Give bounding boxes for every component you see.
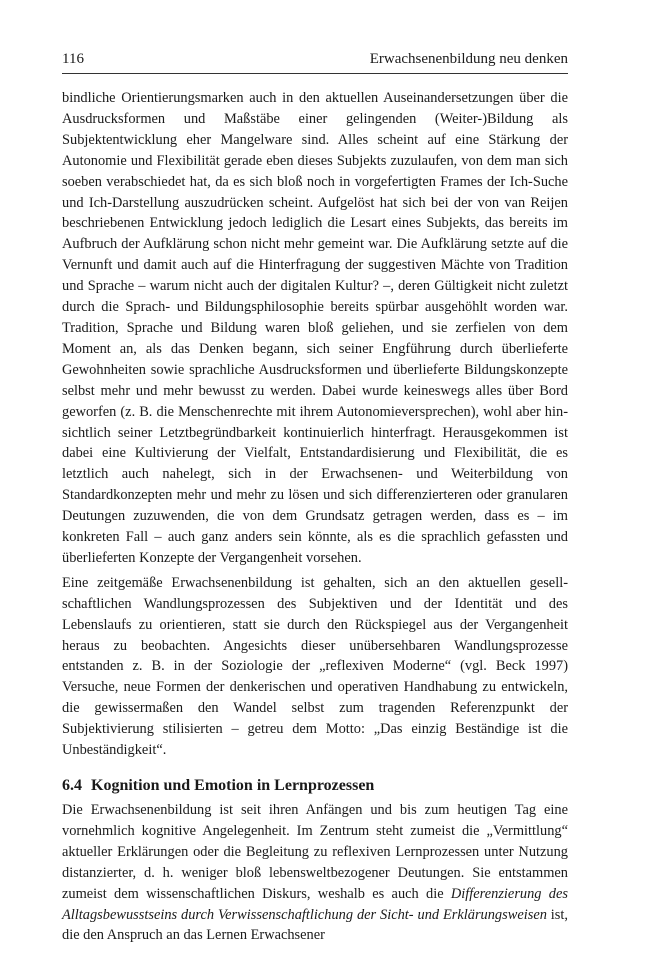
paragraph: bindliche Orientierungsmarken auch in den aktuellen Auseinandersetzungen über die Ausdrucksformen und Maßstäbe einer gelingenden (Weiter-)Bildung als Subjektentwicklung eher Mangelware sind. Alles scheint auf eine Stärkung der Autonomie und Flexibilität gerade eben dieses Subjekts zuzulaufen, von dem man sich soeben verabschiedet hat, da es sich bloß noch in vorgefertigten Frames der Ich-Suche und Ich-Darstellung auszudrücken scheint. Aufgelöst hat sich bei der von van Reijen beschriebenen Entwicklung jedoch lediglich die Lesart eines Subjekts, das bereits im Aufbruch der Aufklärung schon nicht mehr gemeint war. Die Aufklärung setzte auf die Vernunft und damit auch auf die Hinterfragung der suggestiven Mächte von Tradition und Sprache – warum nicht auch der digitalen Kultur? –, deren Gültigkeit nicht zuletzt durch die Sprach- und Bildungsphilosophie bereits spürbar ausgehöhlt worden war. Tradition, Sprache und Bildung waren bloß geliehen, und sie zerfielen von dem Moment an, als das Denken begann, sich seiner Engführung durch überlieferte Gewohnheiten sowie sprachliche Ausdrucksformen und überlieferte Bildungskonzepte selbst mehr und mehr bewusst zu werden. Dabei wurde keineswegs alles über Bord geworfen (z. B. die Menschenrechte mit ihrem Autonomieversprechen), wohl aber hinsichtlich seiner Letztbegründbarkeit kontinuierlich hinterfragt. Herausgekommen ist dabei eine Kultivierung der Vielfalt, Entstandardisierung und Flexibilität, die es letztlich auch nahelegt, sich in der Erwachsenen- und Weiterbildung von Standardkonzepten mehr und mehr zu lösen und sich differenzierteren oder granularen Deutungen zuzuwenden, die von dem Grundsatz getragen werden, dass es – im konkreten Fall – auch ganz anders sein könnte, als es die sprachlich gefassten und überlieferten Konzepte der Vergangenheit vorsehen. bbox=[62, 90, 568, 566]
paragraph: Eine zeitgemäße Erwachsenenbildung ist gehalten, sich an den aktuellen gesellschaftlichen Wandlungsprozessen des Subjektiven und der Identität und des Lebenslaufs zu orientieren, statt sie durch den Rückspiegel aus der Vergangenheit heraus zu beobachten. Angesichts dieser unübersehbaren Wandlungsprozesse entstanden z. B. in der Soziologie der „reflexiven Moderne“ (vgl. Beck 1997) Versuche, neue Formen der denkerischen und operativen Handhabung zu entwickeln, die gewissermaßen den Wandel selbst zum tragenden Referenzpunkt der Subjektivierung stilisierten – getreu dem Motto: „Das einzig Beständige ist die Unbeständigkeit“. bbox=[62, 574, 568, 759]
running-header bbox=[62, 50, 568, 74]
section-title: Kognition und Emotion in Lernprozessen bbox=[91, 777, 375, 794]
section-paragraph bbox=[62, 800, 568, 946]
running-title: Erwachsenenbildung neu denken bbox=[369, 51, 568, 67]
paragraph-text: ist, die den Anspruch an das Lernen Erwachsener bbox=[62, 906, 568, 944]
section-heading bbox=[62, 775, 568, 797]
body-text bbox=[62, 88, 568, 946]
section-number: 6.4 bbox=[62, 777, 82, 794]
emphasized-text: Differenzierung des Alltagsbewusstseins durch Verwissenschaftlichung der Sicht- und Erklärungsweisen bbox=[62, 885, 568, 923]
book-page bbox=[62, 50, 568, 946]
paragraph-text: Die Erwachsenenbildung ist seit ihren Anfängen und bis zum heutigen Tag eine vornehmlich kognitive Angelegenheit. Im Zentrum steht zumeist die „Vermittlung“ aktueller Erklärungen oder die Begleitung zu reflexiven Lernprozessen unter Nutzung distanzierter, d. h. weniger bloß lebensweltbezogener Deutungen. Sie entstammen zumeist dem wissenschaftlichen Diskurs, weshalb es auch die bbox=[62, 802, 568, 902]
page-number: 116 bbox=[62, 51, 84, 67]
